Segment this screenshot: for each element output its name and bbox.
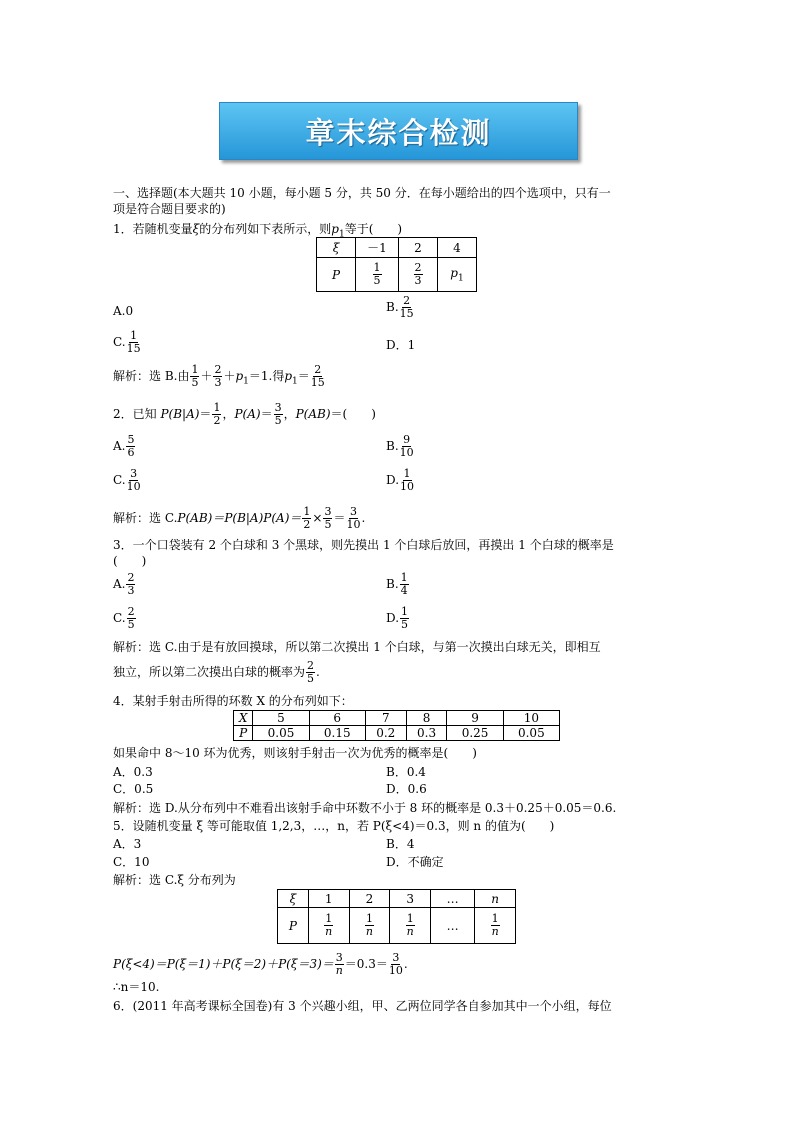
q1-option-d: D．1: [386, 338, 416, 352]
q2-stem: 2．已知 P(B|A)＝ $\frac{1}{2}$ ，P(A)＝ $\frac{3}{5}$ ，P(AB)＝( ): [113, 401, 376, 427]
q1-solution: 解析：选 B.由 $\frac{1}{5}$ ＋ $\frac{2}{3}$ $+p_1=1$.得$p_1=$ $\frac{2}{15}$: [113, 363, 325, 389]
q3-stem: 3．一个口袋装有 2 个白球和 3 个黑球，则先摸出 1 个白球后放回，再摸出 1 个白球的概率是: [113, 538, 614, 552]
q4-option-d: D．0.6: [386, 782, 427, 796]
q5-option-b: B．4: [386, 837, 415, 851]
q5-distribution-table: ξ 1 2 3 … n P $\frac{1}{n}$ $\frac{1}{n}$ $\frac{1}{n}$ … $\frac{1}{n}$: [277, 889, 516, 944]
q3-option-a: A. $\frac{2}{3}$: [113, 571, 135, 597]
q3-solution-line1: 解析：选 C.由于是有放回摸球，所以第二次摸出 1 个白球，与第一次摸出白球无关，即相互: [113, 640, 601, 654]
q4-stem: 4．某射手射击所得的环数 X 的分布列如下：: [113, 694, 353, 708]
q1-option-a: A.0: [113, 304, 134, 318]
q4-stem2: 如果命中 8～10 环为优秀，则该射手射击一次为优秀的概率是( ): [113, 746, 477, 760]
q1-option-c: C. $\frac{1}{15}$: [113, 329, 141, 355]
q5-stem: 5．设随机变量 ξ 等可能取值 1,2,3，…，n，若 P(ξ<4)＝0.3，则 n 的值为( ): [113, 819, 555, 833]
q5-equation: P(ξ<4)＝P(ξ＝1)＋P(ξ＝2)＋P(ξ＝3)＝ $\frac{3}{n}$ ＝0.3＝ $\frac{3}{10}$ .: [113, 951, 408, 977]
q4-solution: 解析：选 D.从分布列中不难看出该射手命中环数不小于 8 环的概率是 0.3＋0.25＋0.05＝0.6.: [113, 801, 617, 815]
q3-option-d: D. $\frac{1}{5}$: [386, 605, 409, 631]
q3-option-c: C. $\frac{2}{5}$: [113, 605, 135, 631]
q4-option-a: A．0.3: [113, 765, 153, 779]
q4-distribution-table: X 5 6 7 8 9 10 P 0.05 0.15 0.2 0.3 0.25 0.05: [233, 710, 560, 741]
q2-option-a: A. $\frac{5}{6}$: [113, 433, 135, 459]
q1-distribution-table: ξ －1 2 4 P $\frac{1}{5}$ $\frac{2}{3}$ $p_1$: [316, 237, 477, 292]
title-banner: [219, 102, 578, 160]
q3-option-b: B. $\frac{1}{4}$: [386, 571, 408, 597]
q2-solution: 解析：选 C.P(AB)＝P(B|A)P(A)＝ $\frac{1}{2}$ × $\frac{3}{5}$ ＝ $\frac{3}{10}$ .: [113, 505, 366, 531]
q3-paren: ( ): [113, 554, 147, 568]
q1-option-b: B. $\frac{2}{15}$: [386, 294, 414, 320]
q5-option-a: A．3: [113, 837, 142, 851]
q3-solution-line2: 独立，所以第二次摸出白球的概率为 $\frac{2}{5}$ .: [113, 659, 320, 685]
q6-stem: 6．(2011 年高考课标全国卷)有 3 个兴趣小组，甲、乙两位同学各自参加其中一个小组，每位: [113, 999, 612, 1013]
q4-option-c: C．0.5: [113, 782, 154, 796]
q2-option-b: B. $\frac{9}{10}$: [386, 433, 414, 459]
q5-solution: 解析：选 C.ξ 分布列为: [113, 873, 236, 887]
page-title: 章末综合检测: [305, 115, 492, 150]
section-heading-line1: 一、选择题(本大题共 10 小题，每小题 5 分，共 50 分．在每小题给出的四个选项中，只有一: [113, 186, 611, 200]
q4-option-b: B．0.4: [386, 765, 426, 779]
q5-option-d: D．不确定: [386, 855, 444, 869]
q2-option-c: C. $\frac{3}{10}$: [113, 467, 141, 493]
q5-conclusion: ∴n＝10.: [113, 980, 160, 994]
q2-option-d: D. $\frac{1}{10}$: [386, 467, 415, 493]
q5-option-c: C．10: [113, 855, 150, 869]
section-heading-line2: 项是符合题目要求的): [113, 202, 226, 216]
q1-stem: 1．若随机变量ξ的分布列如下表所示，则$p_1$等于( ): [113, 222, 403, 240]
